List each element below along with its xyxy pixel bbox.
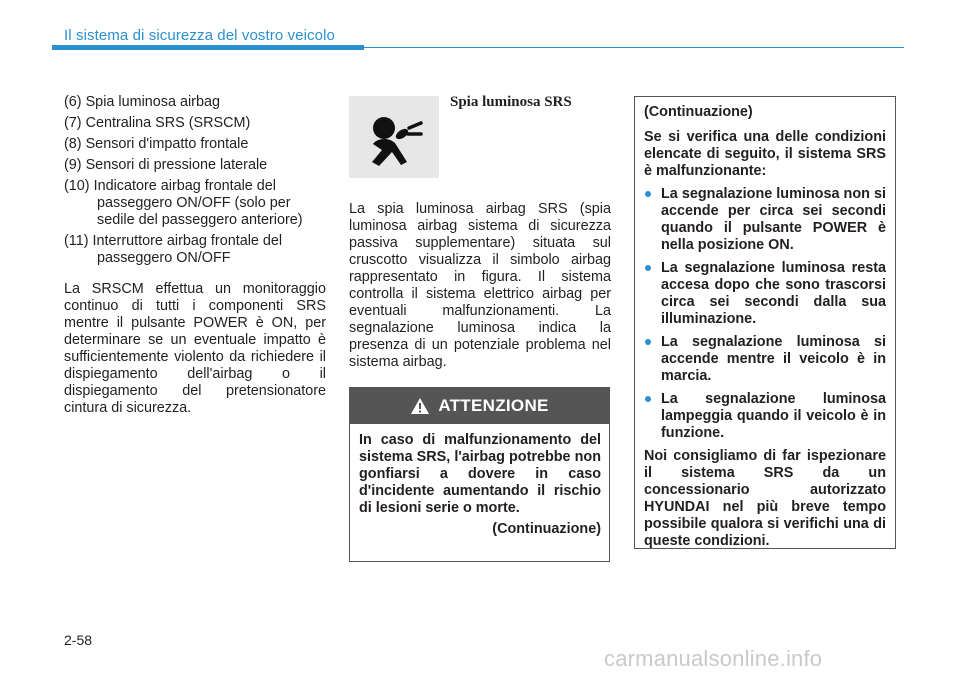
bullet-icon: [645, 396, 651, 402]
warning-text: In caso di malfunzionamento del sistema SRS, l'airbag potrebbe non gonfiarsi a dovere in caso d'incidente aumentando il rischio di lesioni serie o morte.: [359, 432, 601, 516]
bullet-icon: [645, 339, 651, 345]
continuation-box: [634, 96, 896, 549]
list-item: La segnalazione luminosa resta accesa dopo che sono trascorsi circa sei secondi dalla sua illuminazione.: [644, 260, 886, 328]
watermark: carmanualsonline.info: [604, 646, 823, 671]
list-item: La segnalazione luminosa si accende mentre il veicolo è in marcia.: [644, 334, 886, 385]
section-title: Il sistema di sicurezza del vostro veicolo: [64, 27, 335, 44]
warning-header: [350, 388, 609, 424]
list-item: (9) Sensori di pressione laterale: [64, 157, 268, 173]
srs-light-heading: Spia luminosa SRS: [450, 94, 572, 110]
malfunction-intro: Se si verifica una delle condizioni elencate di seguito, il sistema SRS è malfunzionante:: [644, 129, 886, 179]
bullet-icon: [645, 191, 651, 197]
warning-label: ATTENZIONE: [438, 396, 549, 415]
warning-triangle-icon: [410, 397, 430, 415]
component-list: [64, 94, 326, 267]
recommendation-text: Noi consigliamo di far ispezionare il sistema SRS da un concessionario autorizzato HYUNDAI nel più breve tempo possibile qualora si verifichi una di queste condizioni.: [644, 448, 886, 549]
airbag-warning-icon: [349, 96, 439, 178]
continued-label: (Continuazione): [644, 104, 753, 120]
warning-box: [349, 387, 610, 562]
page-number: 2-58: [64, 632, 93, 648]
list-item: (11) Interruttore airbag frontale del passeggero ON/OFF: [64, 233, 283, 266]
header-accent-bar: [52, 45, 364, 50]
left-column: [64, 94, 326, 417]
list-item: (7) Centralina SRS (SRSCM): [64, 115, 251, 131]
list-item: (10) Indicatore airbag frontale del passeggero ON/OFF (solo per sedile del passeggero anteriore): [64, 178, 303, 228]
list-item: La segnalazione luminosa lampeggia quando il veicolo è in funzione.: [644, 391, 886, 442]
list-item: (8) Sensori d'impatto frontale: [64, 136, 249, 152]
srs-paragraph: La spia luminosa airbag SRS (spia luminosa airbag sistema di sicurezza passiva supplementare) situata sul cruscotto visualizza il simbolo airbag rappresentato in figura. Il sistema controlla il sistema elettrico airbag per eventuali malfunzionamenti. La segnalazione luminosa indica la presenza di un potenziale problema nel sistema airbag.: [349, 201, 611, 370]
srscm-paragraph: La SRSCM effettua un monitoraggio continuo di tutti i componenti SRS mentre il pulsante POWER è ON, per determinare se un eventuale impatto è sufficientemente violento da richiedere il dispiegamento dell'airbag o il dispiegamento del pretensionatore cintura di sicurezza.: [64, 281, 326, 416]
list-item: (6) Spia luminosa airbag: [64, 94, 220, 110]
warning-body: [350, 424, 609, 538]
bullet-icon: [645, 265, 651, 271]
malfunction-list: [644, 186, 886, 442]
warning-continued: (Continuazione): [492, 521, 601, 537]
list-item: La segnalazione luminosa non si accende per circa sei secondi quando il pulsante POWER è nella posizione ON.: [644, 186, 886, 254]
